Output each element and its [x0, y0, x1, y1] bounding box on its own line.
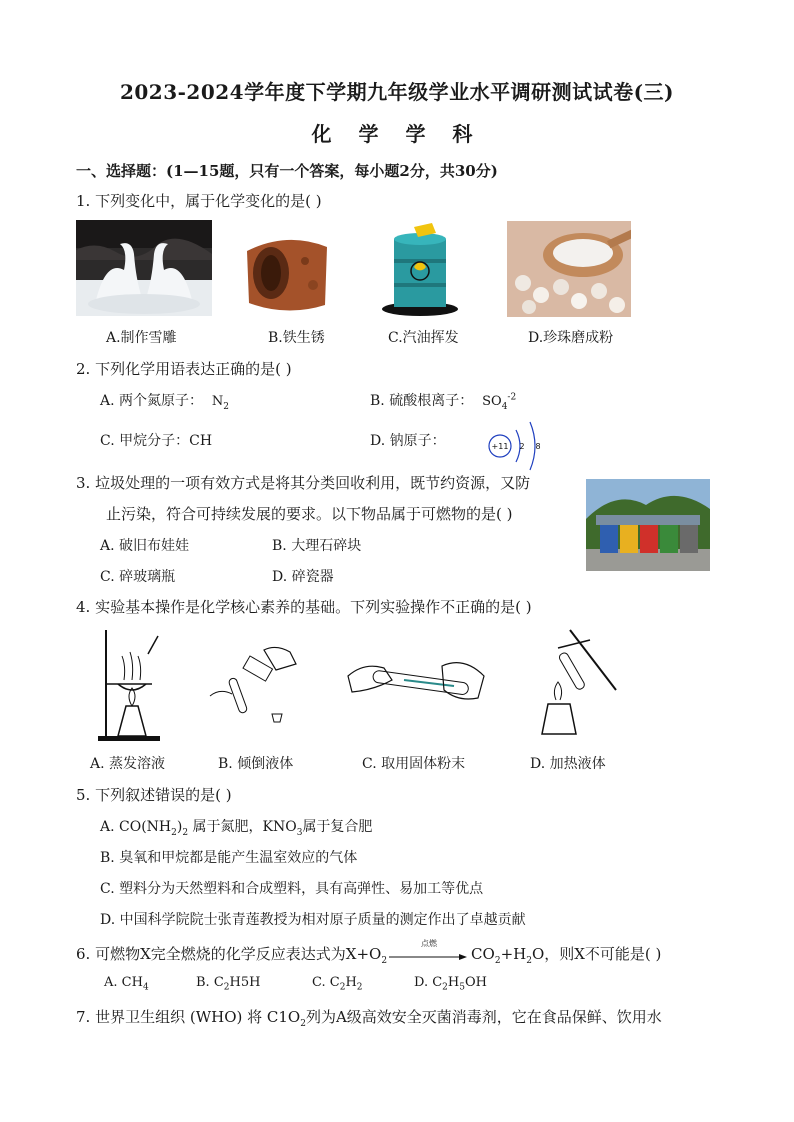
- q6-option-c: C. $C_2H_2$: [312, 975, 363, 993]
- q7-stem: 7. 世界卫生组织 (WHO) 将 $C1O_2$列为A级高效安全灭菌消毒剂，它在食品保鲜、饮用水: [76, 1008, 662, 1029]
- q3-option-d: D. 碎瓷器: [272, 569, 334, 585]
- pearl-powder-image: [507, 221, 631, 317]
- q1-option-b: B.铁生锈: [268, 330, 325, 346]
- sodium-atom-diagram: [486, 416, 556, 472]
- pouring-liquid-image: [206, 640, 302, 726]
- q3-option-a: A. 破旧布娃娃: [100, 538, 190, 554]
- q3-option-b: B. 大理石碎块: [272, 538, 362, 554]
- q1-stem: 1. 下列变化中，属于化学变化的是( ): [76, 192, 322, 210]
- q5-option-a: A. $CO(NH_2)_2$ 属于氮肥，$KNO_3$属于复合肥: [100, 819, 373, 838]
- atom-nucleus-label: +11: [491, 442, 509, 451]
- q6-option-a: A. $CH_4$: [104, 975, 149, 993]
- q2-stem: 2. 下列化学用语表达正确的是( ): [76, 360, 292, 378]
- atom-shell2-label: 8: [535, 442, 541, 451]
- q5-option-d: D. 中国科学院院士张青莲教授为相对原子质量的测定作出了卓越贡献: [100, 912, 526, 928]
- rusty-iron-image: [239, 221, 335, 317]
- arrow-icon: [387, 952, 471, 962]
- snow-sculpture-image: [76, 220, 212, 316]
- heating-liquid-image: [530, 626, 626, 738]
- q6-stem: 6. 可燃物X完全燃烧的化学反应表达式为$X+O_2$ 点燃 $CO_2+H_2O$，则X不可能是( ): [76, 939, 662, 966]
- exam-title: 2023-2024学年度下学期九年级学业水平调研测试试卷(三): [119, 80, 675, 104]
- q4-option-c: C. 取用固体粉末: [362, 756, 466, 772]
- q4-stem: 4. 实验基本操作是化学核心素养的基础。下列实验操作不正确的是( ): [76, 598, 532, 616]
- section-heading: 一、选择题：(1—15题，只有一个答案，每小题2分，共30分): [76, 162, 498, 180]
- q4-option-d: D. 加热液体: [530, 756, 606, 772]
- q4-option-b: B. 倾倒液体: [218, 756, 294, 772]
- recycling-bins-image: [586, 479, 710, 571]
- q2-option-d: D. 钠原子：: [370, 433, 446, 449]
- ignite-arrow-label: 点燃: [421, 939, 438, 948]
- q6-option-b: B. $C_2H5H$: [196, 975, 261, 993]
- q5-option-c: C. 塑料分为天然塑料和合成塑料，具有高弹性、易加工等优点: [100, 881, 484, 897]
- q1-option-c: C.汽油挥发: [388, 330, 459, 346]
- atom-shell1-label: 2: [519, 442, 525, 451]
- evaporation-apparatus-image: [96, 626, 166, 744]
- q3-stem-line2: 止污染，符合可持续发展的要求。以下物品属于可燃物的是( ): [106, 505, 513, 523]
- q1-option-d: D.珍珠磨成粉: [528, 330, 614, 346]
- q2-option-b: B. 硫酸根离子： $SO_4^{-2}$: [370, 392, 517, 412]
- ignite-arrow: [387, 939, 471, 962]
- q3-stem-line1: 3. 垃圾处理的一项有效方式是将其分类回收利用，既节约资源，又防: [76, 474, 531, 492]
- q3-option-c: C. 碎玻璃瓶: [100, 569, 176, 585]
- q6-option-d: D. $C_2H_5OH$: [414, 975, 487, 993]
- q2-option-c: C. 甲烷分子：CH: [100, 433, 213, 449]
- powder-taking-image: [344, 646, 488, 718]
- subject-title: 化 学 学 科: [311, 122, 483, 146]
- q2-option-a: A. 两个氮原子： $N_2$: [100, 393, 230, 412]
- q5-stem: 5. 下列叙述错误的是( ): [76, 786, 232, 804]
- oil-drum-image: [380, 221, 464, 317]
- q5-option-b: B. 臭氧和甲烷都是能产生温室效应的气体: [100, 850, 358, 866]
- q4-option-a: A. 蒸发溶液: [90, 756, 166, 772]
- q1-option-a: A.制作雪雕: [106, 330, 177, 346]
